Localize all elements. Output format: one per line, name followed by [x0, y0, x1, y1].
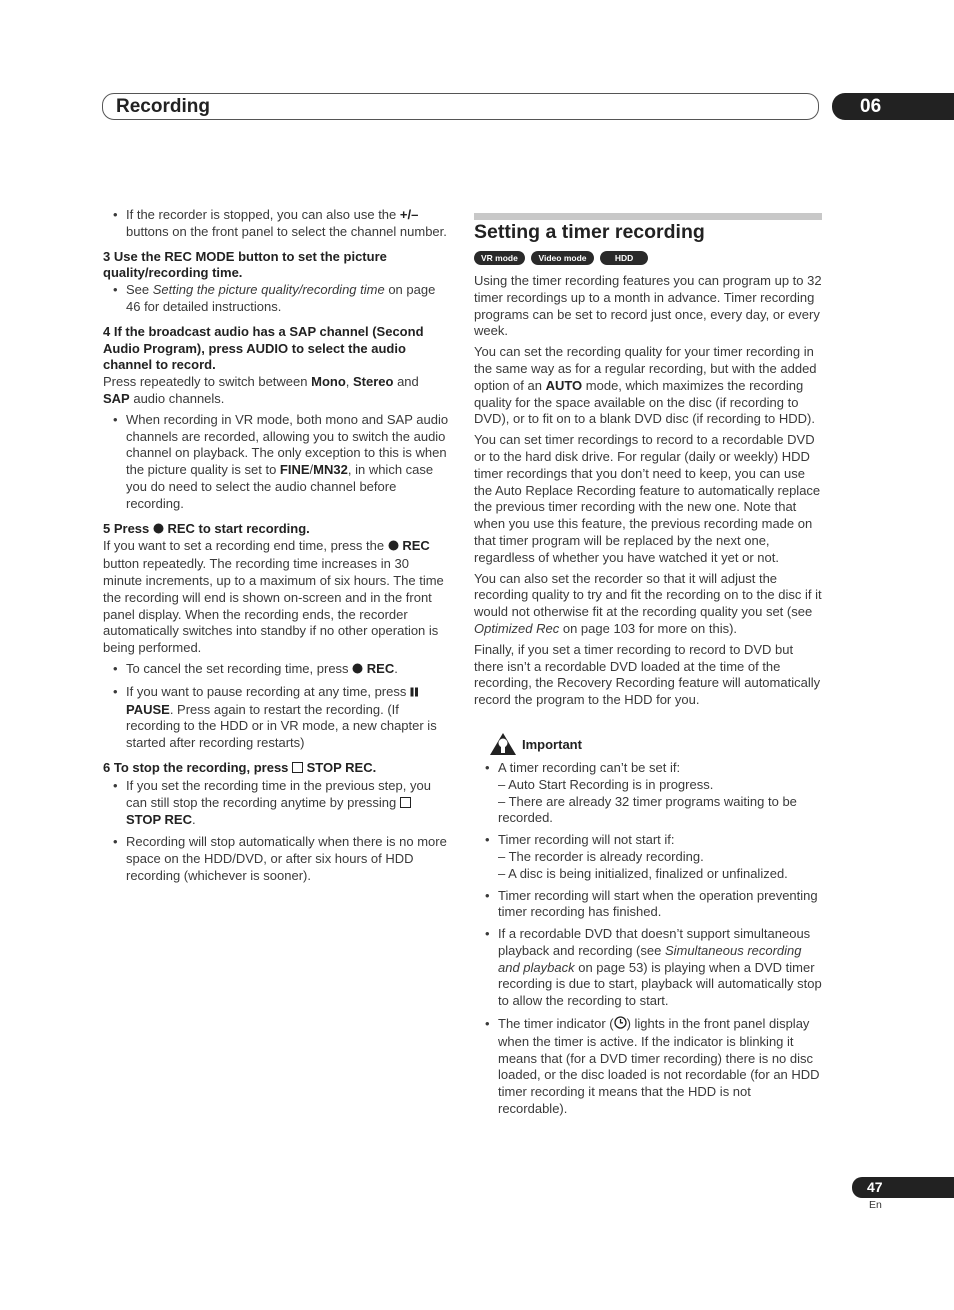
step-6-heading: 6 To stop the recording, press STOP REC. [103, 760, 449, 778]
section-rule [474, 213, 822, 220]
timer-icon [614, 1016, 627, 1034]
right-column [474, 213, 822, 1118]
list-item: • If a recordable DVD that doesn’t support simultaneous playback and recording (see Simultaneous recording and playback on page 53) is playing when a DVD timer recording is due to start, playback will automatically stop to allow the recording to start. [474, 926, 822, 1010]
list-item: • When recording in VR mode, both mono and SAP audio channels are recorded, allowing you to switch the audio channel on playback. The only exception to this is when the picture quality is set to FINE/MN32, in which case you do need to select the audio channel before recording. [103, 412, 449, 513]
stop-icon [292, 761, 303, 778]
list-item: • If you set the recording time in the previous step, you can still stop the recording anytime by pressing STOP REC. [103, 778, 449, 829]
badge-video-mode: Video mode [531, 251, 593, 265]
important-heading [474, 730, 822, 756]
badge-hdd: HDD [600, 251, 648, 265]
paragraph: You can set the recording quality for your timer recording in the same way as for a regular recording, but with the added option of an AUTO mode, which maximizes the recording quality for the space available on the disc (if recording to DVD), or to fit on to a blank DVD disc (if recording to HDD). [474, 344, 817, 427]
list-item: • To cancel the set recording time, press REC. [103, 661, 449, 679]
record-icon [352, 662, 363, 679]
list-item: • Recording will stop automatically when there is no more space on the HDD/DVD, or after six hours of HDD recording (whichever is sooner). [103, 834, 449, 884]
record-icon [153, 522, 164, 539]
paragraph: Using the timer recording features you can program up to 32 timer recordings up to a month in advance. Timer recording programs can be set to record just once, every day, or every week. [474, 273, 822, 339]
warning-icon [489, 732, 517, 756]
step-4-body: Press repeatedly to switch between Mono, Stereo and SAP audio channels. [103, 374, 419, 406]
paragraph: Finally, if you set a timer recording to record to DVD but there isn’t a recordable DVD loaded at the time of the recording, the Recovery Recording feature will automatically record the program to the HDD for you. [474, 641, 821, 708]
list-item: • Timer recording will start when the operation preventing timer recording has finished. [474, 888, 822, 922]
list-item: • The timer indicator ( ) lights in the front panel display when the timer is active. If the indicator is blinking it means that (for a DVD timer recording) there is no disc loaded, or the disc loaded is not recordable (for an HDD timer recording it means that the HDD is not recordable). [474, 1016, 822, 1118]
step-5-body: If you want to set a recording end time, press the REC button repeatedly. The recording time increases in 30 minute increments, up to a maximum of six hours. The time the recording will end is shown on-screen and in the front panel display. When the recording ends, the recorder automatically switches into standby if no other operation is being performed. [103, 538, 444, 656]
left-column [103, 207, 449, 884]
list-item: • A timer recording can’t be set if: – Auto Start Recording is in progress. – There are already 32 timer programs waiting to be recorded. [474, 760, 822, 827]
record-icon [388, 539, 399, 556]
step-3-heading: 3 Use the REC MODE button to set the picture quality/recording time. [103, 248, 387, 281]
step-5-heading: 5 Press REC to start recording. [103, 521, 449, 539]
chapter-number: 06 [860, 96, 882, 117]
chapter-tab [832, 93, 954, 120]
paragraph: You can also set the recorder so that it will adjust the recording quality to try and fit the recording on to the disc if it would not otherwise fit at the recording quality you set (see Optimized Rec on page 103 for more on this). [474, 570, 822, 636]
list-item: • If you want to pause recording at any time, press PAUSE. Press again to restart the recording. (If recording to the HDD or in VR mode, a new chapter is started after recording restarts) [103, 684, 449, 752]
mode-badges [474, 251, 822, 267]
page-number: 47 [867, 1179, 883, 1195]
important-label: Important [522, 736, 582, 752]
chapter-title: Recording [116, 96, 210, 117]
list-item: • Timer recording will not start if: – The recorder is already recording. – A disc is being initialized, finalized or unfinalized. [474, 832, 822, 882]
badge-vr-mode: VR mode [474, 251, 525, 265]
stop-icon [400, 796, 411, 813]
paragraph: You can set timer recordings to record to a recordable DVD or to the hard disk drive. For regular (daily or weekly) HDD timer recordings that you don’t need to keep, you can use the Auto Replace Recording feature to automatically replace the previous timer recording with the new one. Note that when you use this feature, the previous recording made on that timer program will be replaced by the next one, regardless of whether you have watched it yet or not. [474, 432, 821, 565]
step-4-heading: 4 If the broadcast audio has a SAP channel (Second Audio Program), press AUDIO to select the audio channel to record. [103, 323, 424, 373]
section-title: Setting a timer recording [474, 221, 705, 243]
list-item: • If the recorder is stopped, you can also use the +/– buttons on the front panel to select the channel number. [103, 207, 449, 241]
list-item: • See Setting the picture quality/recording time on page 46 for detailed instructions. [103, 282, 449, 316]
page-language: En [869, 1199, 882, 1211]
pause-icon [410, 685, 419, 702]
